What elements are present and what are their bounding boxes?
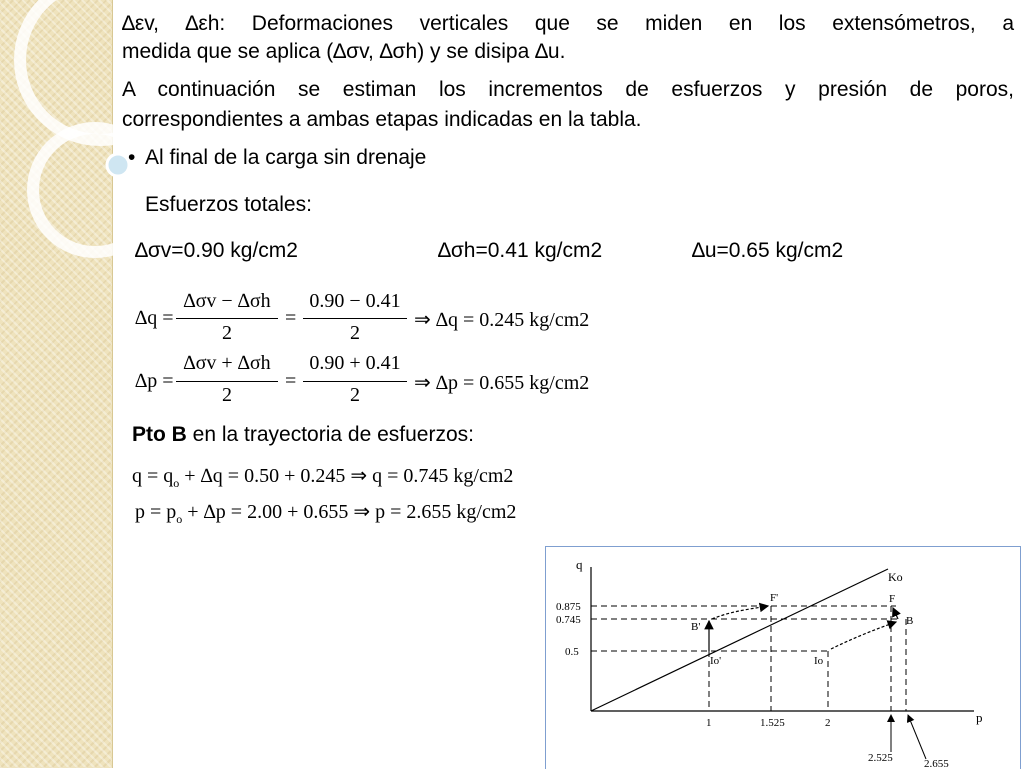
eq-dq-fracline2 (303, 318, 407, 319)
q-tick-05: 0.5 (565, 646, 579, 658)
p-axis-label: p (976, 710, 983, 725)
paragraph-2-line-2: correspondientes a ambas etapas indicadas en la tabla. (122, 108, 642, 131)
ko-label: Ko (888, 570, 903, 584)
eq-p2-a: p = p (135, 501, 177, 523)
pto-b-heading (132, 421, 474, 449)
paragraph-2-line-1: A continuación se estiman los incrementos de esfuerzos y presión de poros, (122, 78, 1014, 101)
path-io-to-b (831, 622, 896, 649)
point-f-prime: F' (770, 592, 779, 604)
eq-dp-den2: 2 (350, 384, 360, 406)
eq-dp-lhs: ∆p = (135, 370, 174, 392)
eq-dq-result: ⇒ ∆q = 0.245 kg/cm2 (414, 309, 590, 331)
p-tick-2655: 2.655 (924, 758, 949, 769)
eq-dp-den1: 2 (222, 384, 232, 406)
p-tick-1525: 1.525 (760, 717, 785, 729)
eq-dq-num1: ∆σv − ∆σh (183, 290, 271, 312)
eq-dp-fracline2 (303, 381, 407, 382)
q-axis-label: q (576, 557, 583, 572)
eq-dp-result: ⇒ ∆p = 0.655 kg/cm2 (414, 372, 590, 394)
equation-q-point-b (132, 463, 513, 491)
eq-dq-den2: 2 (350, 322, 360, 344)
eq-dp-fracline1 (176, 381, 278, 382)
point-io: Io (814, 655, 824, 667)
point-f: F (889, 593, 896, 605)
pto-b-bold: Pto B (132, 423, 187, 446)
eq-p2-b: + ∆p = 2.00 + 0.655 ⇒ p = 2.655 kg/cm2 (182, 501, 517, 523)
p-tick-2: 2 (825, 717, 831, 729)
stress-path-svg (546, 547, 1020, 769)
eq-q2-a: q = q (132, 465, 174, 487)
path-b-to-f (893, 608, 898, 619)
eq-dq-den1: 2 (222, 322, 232, 344)
eq-dq-equals: = (285, 307, 297, 329)
bullet-text: Al final de la carga sin drenaje (145, 146, 427, 169)
path-b-prime-to-f-prime (712, 606, 768, 619)
value-dsv: ∆σv=0.90 kg/cm2 (135, 239, 298, 262)
bullet-marker: • (128, 146, 136, 169)
ko-line (591, 569, 888, 711)
paragraph-1-line-1: ∆εv, ∆εh: Deformaciones verticales que se miden en los extensómetros, a (122, 12, 1014, 35)
value-du: ∆u=0.65 kg/cm2 (692, 239, 844, 262)
stress-path-diagram (545, 546, 1021, 769)
q-tick-0875: 0.875 (556, 601, 581, 613)
eq-dp-num1: ∆σv + ∆σh (183, 352, 271, 374)
value-dsh: ∆σh=0.41 kg/cm2 (438, 239, 603, 262)
eq-q2-sub: o (173, 476, 180, 490)
eq-dq-num2: 0.90 − 0.41 (309, 290, 401, 312)
q-tick-0745: 0.745 (556, 614, 581, 626)
equation-p-point-b (135, 499, 516, 527)
eq-p2-sub: o (176, 512, 183, 526)
paragraph-1-line-2: medida que se aplica (∆σv, ∆σh) y se disipa ∆u. (122, 40, 566, 63)
p-tick-1: 1 (706, 717, 712, 729)
point-b-prime: B' (691, 621, 701, 633)
p-tick-2525: 2.525 (868, 752, 893, 764)
eq-dp-equals: = (285, 370, 297, 392)
eq-dq-lhs: ∆q = (135, 307, 174, 329)
arrow-p-2655 (908, 715, 926, 759)
point-io-prime: Io' (710, 655, 722, 667)
eq-dq-fracline1 (176, 318, 278, 319)
eq-q2-b: + ∆q = 0.50 + 0.245 ⇒ q = 0.745 kg/cm2 (179, 465, 514, 487)
eq-dp-num2: 0.90 + 0.41 (309, 352, 401, 374)
point-b: B (906, 615, 914, 627)
pto-b-rest: en la trayectoria de esfuerzos: (186, 423, 474, 446)
subheading-esfuerzos: Esfuerzos totales: (145, 193, 312, 216)
